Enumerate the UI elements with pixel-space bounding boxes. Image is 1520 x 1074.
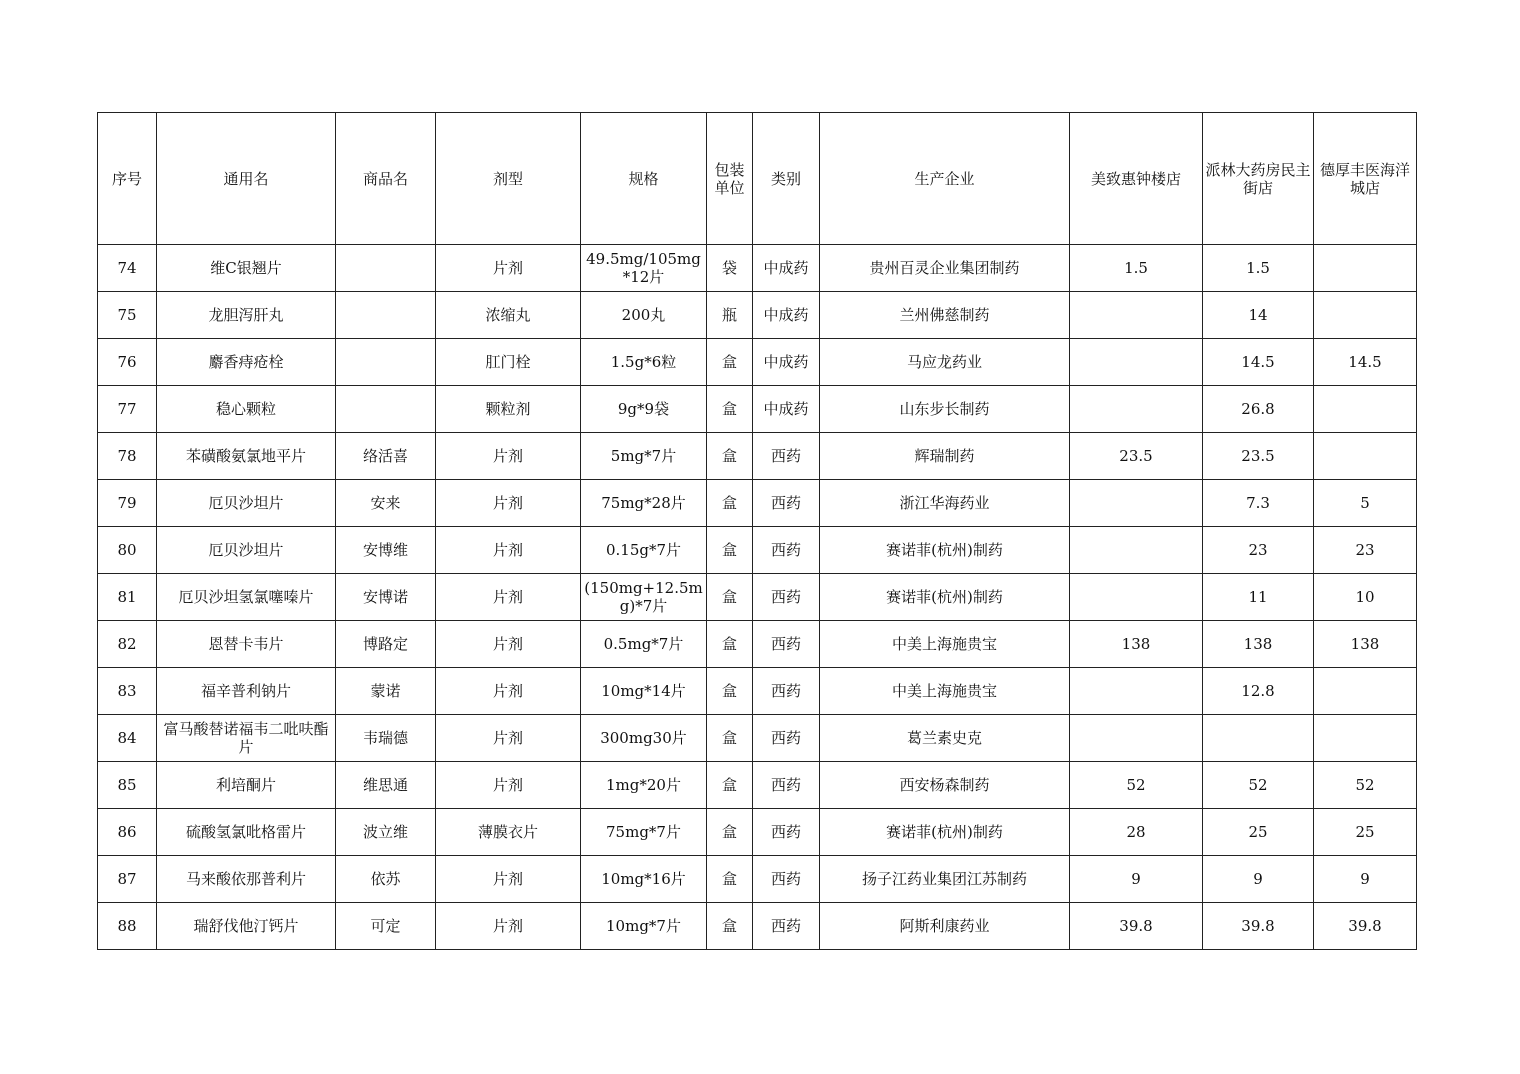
cell-store-1-price: 52: [1070, 762, 1203, 809]
cell-dosage-form: 片剂: [436, 715, 581, 762]
cell-index: 75: [98, 292, 157, 339]
cell-generic-name: 龙胆泻肝丸: [157, 292, 336, 339]
table-row: [98, 903, 1417, 950]
cell-generic-name: 厄贝沙坦氢氯噻嗪片: [157, 574, 336, 621]
cell-brand-name: 博路定: [336, 621, 436, 668]
cell-dosage-form: 颗粒剂: [436, 386, 581, 433]
cell-package-unit: 盒: [707, 621, 753, 668]
cell-store-1-price: 138: [1070, 621, 1203, 668]
cell-store-3-price: [1314, 715, 1417, 762]
table-row: [98, 245, 1417, 292]
cell-store-2-price: 14: [1203, 292, 1314, 339]
cell-package-unit: 盒: [707, 386, 753, 433]
cell-store-2-price: 7.3: [1203, 480, 1314, 527]
table-row: [98, 809, 1417, 856]
cell-store-1-price: 9: [1070, 856, 1203, 903]
cell-store-1-price: 39.8: [1070, 903, 1203, 950]
cell-generic-name: 马来酸依那普利片: [157, 856, 336, 903]
cell-generic-name: 硫酸氢氯吡格雷片: [157, 809, 336, 856]
cell-store-3-price: 10: [1314, 574, 1417, 621]
cell-package-unit: 盒: [707, 480, 753, 527]
cell-brand-name: [336, 292, 436, 339]
cell-generic-name: 麝香痔疮栓: [157, 339, 336, 386]
header-generic-name: 通用名: [157, 113, 336, 245]
cell-package-unit: 盒: [707, 574, 753, 621]
cell-package-unit: 瓶: [707, 292, 753, 339]
cell-index: 81: [98, 574, 157, 621]
cell-store-1-price: [1070, 574, 1203, 621]
cell-index: 87: [98, 856, 157, 903]
cell-package-unit: 盒: [707, 527, 753, 574]
cell-manufacturer: 马应龙药业: [820, 339, 1070, 386]
cell-manufacturer: 浙江华海药业: [820, 480, 1070, 527]
cell-package-unit: 盒: [707, 715, 753, 762]
cell-specification: 75mg*28片: [581, 480, 707, 527]
cell-generic-name: 维C银翘片: [157, 245, 336, 292]
cell-specification: 0.5mg*7片: [581, 621, 707, 668]
cell-manufacturer: 兰州佛慈制药: [820, 292, 1070, 339]
header-store-1: 美致惠钟楼店: [1070, 113, 1203, 245]
table-row: [98, 292, 1417, 339]
cell-store-2-price: 9: [1203, 856, 1314, 903]
table-row: [98, 480, 1417, 527]
cell-index: 86: [98, 809, 157, 856]
cell-dosage-form: 片剂: [436, 903, 581, 950]
cell-category: 西药: [753, 715, 820, 762]
cell-brand-name: 维思通: [336, 762, 436, 809]
cell-store-2-price: 39.8: [1203, 903, 1314, 950]
cell-index: 78: [98, 433, 157, 480]
cell-package-unit: 盒: [707, 856, 753, 903]
table-row: [98, 527, 1417, 574]
cell-specification: 10mg*7片: [581, 903, 707, 950]
cell-specification: 0.15g*7片: [581, 527, 707, 574]
cell-generic-name: 厄贝沙坦片: [157, 480, 336, 527]
cell-index: 80: [98, 527, 157, 574]
cell-store-1-price: [1070, 339, 1203, 386]
cell-store-3-price: [1314, 668, 1417, 715]
cell-manufacturer: 赛诺菲(杭州)制药: [820, 809, 1070, 856]
cell-category: 西药: [753, 903, 820, 950]
cell-dosage-form: 片剂: [436, 856, 581, 903]
cell-dosage-form: 薄膜衣片: [436, 809, 581, 856]
cell-store-2-price: [1203, 715, 1314, 762]
table-row: [98, 339, 1417, 386]
table-row: [98, 856, 1417, 903]
cell-category: 西药: [753, 668, 820, 715]
cell-specification: 1.5g*6粒: [581, 339, 707, 386]
cell-store-3-price: 25: [1314, 809, 1417, 856]
cell-dosage-form: 片剂: [436, 621, 581, 668]
table-row: [98, 574, 1417, 621]
cell-generic-name: 苯磺酸氨氯地平片: [157, 433, 336, 480]
cell-store-2-price: 52: [1203, 762, 1314, 809]
header-category: 类别: [753, 113, 820, 245]
cell-store-3-price: 23: [1314, 527, 1417, 574]
cell-manufacturer: 中美上海施贵宝: [820, 668, 1070, 715]
cell-dosage-form: 肛门栓: [436, 339, 581, 386]
cell-generic-name: 瑞舒伐他汀钙片: [157, 903, 336, 950]
table-row: [98, 621, 1417, 668]
cell-category: 西药: [753, 762, 820, 809]
cell-store-3-price: 5: [1314, 480, 1417, 527]
cell-store-3-price: 138: [1314, 621, 1417, 668]
cell-index: 77: [98, 386, 157, 433]
cell-category: 中成药: [753, 292, 820, 339]
cell-manufacturer: 葛兰素史克: [820, 715, 1070, 762]
cell-specification: 5mg*7片: [581, 433, 707, 480]
table-row: [98, 386, 1417, 433]
cell-store-1-price: [1070, 527, 1203, 574]
cell-brand-name: 可定: [336, 903, 436, 950]
cell-package-unit: 盒: [707, 339, 753, 386]
cell-category: 西药: [753, 621, 820, 668]
cell-category: 西药: [753, 574, 820, 621]
cell-generic-name: 利培酮片: [157, 762, 336, 809]
cell-specification: 75mg*7片: [581, 809, 707, 856]
cell-specification: 10mg*16片: [581, 856, 707, 903]
table-row: [98, 668, 1417, 715]
cell-store-2-price: 12.8: [1203, 668, 1314, 715]
cell-generic-name: 稳心颗粒: [157, 386, 336, 433]
cell-category: 西药: [753, 433, 820, 480]
cell-store-2-price: 1.5: [1203, 245, 1314, 292]
table-body: [98, 245, 1417, 950]
cell-dosage-form: 浓缩丸: [436, 292, 581, 339]
cell-store-1-price: 1.5: [1070, 245, 1203, 292]
cell-index: 74: [98, 245, 157, 292]
cell-specification: 49.5mg/105mg*12片: [581, 245, 707, 292]
cell-brand-name: 波立维: [336, 809, 436, 856]
cell-index: 82: [98, 621, 157, 668]
header-store-3: 德厚丰医海洋城店: [1314, 113, 1417, 245]
cell-brand-name: [336, 386, 436, 433]
header-store-2: 派林大药房民主街店: [1203, 113, 1314, 245]
cell-specification: 200丸: [581, 292, 707, 339]
cell-specification: 9g*9袋: [581, 386, 707, 433]
drug-price-table: [97, 112, 1417, 950]
cell-manufacturer: 辉瑞制药: [820, 433, 1070, 480]
cell-store-2-price: 23.5: [1203, 433, 1314, 480]
cell-generic-name: 福辛普利钠片: [157, 668, 336, 715]
cell-store-2-price: 23: [1203, 527, 1314, 574]
cell-package-unit: 盒: [707, 668, 753, 715]
cell-specification: 10mg*14片: [581, 668, 707, 715]
cell-manufacturer: 贵州百灵企业集团制药: [820, 245, 1070, 292]
header-dosage-form: 剂型: [436, 113, 581, 245]
cell-package-unit: 盒: [707, 433, 753, 480]
cell-manufacturer: 赛诺菲(杭州)制药: [820, 574, 1070, 621]
cell-manufacturer: 阿斯利康药业: [820, 903, 1070, 950]
header-manufacturer: 生产企业: [820, 113, 1070, 245]
cell-specification: (150mg+12.5mg)*7片: [581, 574, 707, 621]
cell-store-2-price: 11: [1203, 574, 1314, 621]
cell-index: 88: [98, 903, 157, 950]
cell-category: 西药: [753, 856, 820, 903]
cell-store-3-price: 14.5: [1314, 339, 1417, 386]
cell-index: 76: [98, 339, 157, 386]
cell-store-1-price: [1070, 292, 1203, 339]
cell-package-unit: 盒: [707, 903, 753, 950]
cell-brand-name: [336, 339, 436, 386]
cell-brand-name: 安来: [336, 480, 436, 527]
header-row: [98, 113, 1417, 245]
cell-store-2-price: 14.5: [1203, 339, 1314, 386]
cell-brand-name: 依苏: [336, 856, 436, 903]
cell-store-2-price: 25: [1203, 809, 1314, 856]
cell-index: 79: [98, 480, 157, 527]
cell-brand-name: 蒙诺: [336, 668, 436, 715]
cell-specification: 300mg30片: [581, 715, 707, 762]
cell-category: 中成药: [753, 245, 820, 292]
cell-store-1-price: [1070, 715, 1203, 762]
cell-generic-name: 恩替卡韦片: [157, 621, 336, 668]
cell-manufacturer: 中美上海施贵宝: [820, 621, 1070, 668]
cell-dosage-form: 片剂: [436, 433, 581, 480]
cell-index: 83: [98, 668, 157, 715]
cell-store-3-price: [1314, 433, 1417, 480]
cell-brand-name: [336, 245, 436, 292]
cell-store-3-price: 52: [1314, 762, 1417, 809]
cell-brand-name: 安博维: [336, 527, 436, 574]
cell-dosage-form: 片剂: [436, 574, 581, 621]
cell-store-3-price: [1314, 292, 1417, 339]
cell-brand-name: 韦瑞德: [336, 715, 436, 762]
cell-manufacturer: 赛诺菲(杭州)制药: [820, 527, 1070, 574]
cell-manufacturer: 扬子江药业集团江苏制药: [820, 856, 1070, 903]
cell-category: 西药: [753, 480, 820, 527]
cell-store-2-price: 26.8: [1203, 386, 1314, 433]
cell-store-3-price: 9: [1314, 856, 1417, 903]
cell-dosage-form: 片剂: [436, 762, 581, 809]
cell-specification: 1mg*20片: [581, 762, 707, 809]
cell-manufacturer: 山东步长制药: [820, 386, 1070, 433]
cell-dosage-form: 片剂: [436, 668, 581, 715]
cell-store-2-price: 138: [1203, 621, 1314, 668]
cell-store-1-price: 23.5: [1070, 433, 1203, 480]
cell-brand-name: 络活喜: [336, 433, 436, 480]
cell-store-1-price: 28: [1070, 809, 1203, 856]
cell-category: 中成药: [753, 339, 820, 386]
cell-dosage-form: 片剂: [436, 480, 581, 527]
header-package-unit: 包装单位: [707, 113, 753, 245]
table-row: [98, 433, 1417, 480]
header-index: 序号: [98, 113, 157, 245]
table-row: [98, 762, 1417, 809]
cell-dosage-form: 片剂: [436, 245, 581, 292]
cell-generic-name: 厄贝沙坦片: [157, 527, 336, 574]
cell-store-3-price: [1314, 245, 1417, 292]
cell-category: 中成药: [753, 386, 820, 433]
cell-index: 84: [98, 715, 157, 762]
cell-generic-name: 富马酸替诺福韦二吡呋酯片: [157, 715, 336, 762]
cell-brand-name: 安博诺: [336, 574, 436, 621]
cell-store-1-price: [1070, 480, 1203, 527]
cell-package-unit: 盒: [707, 762, 753, 809]
cell-dosage-form: 片剂: [436, 527, 581, 574]
cell-store-3-price: 39.8: [1314, 903, 1417, 950]
table-row: [98, 715, 1417, 762]
cell-store-1-price: [1070, 386, 1203, 433]
cell-store-3-price: [1314, 386, 1417, 433]
cell-package-unit: 盒: [707, 809, 753, 856]
cell-manufacturer: 西安杨森制药: [820, 762, 1070, 809]
cell-category: 西药: [753, 809, 820, 856]
cell-category: 西药: [753, 527, 820, 574]
header-specification: 规格: [581, 113, 707, 245]
cell-store-1-price: [1070, 668, 1203, 715]
cell-index: 85: [98, 762, 157, 809]
cell-package-unit: 袋: [707, 245, 753, 292]
header-brand-name: 商品名: [336, 113, 436, 245]
